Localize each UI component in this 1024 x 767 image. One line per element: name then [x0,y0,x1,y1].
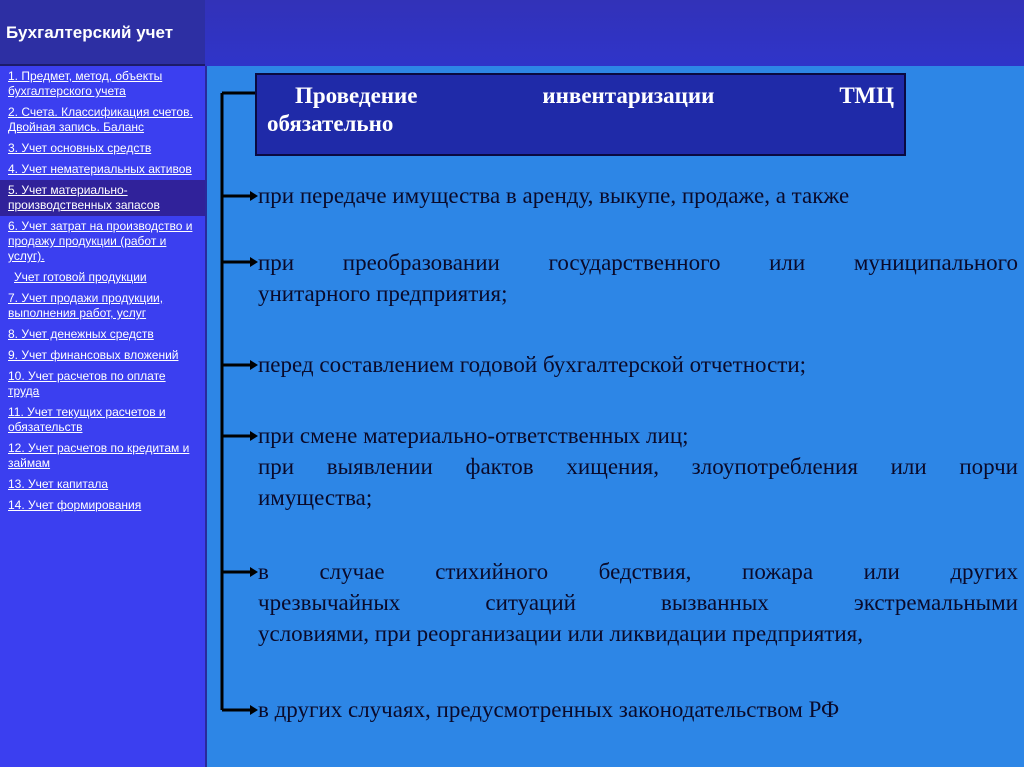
heading-line-2: обязательно [267,111,394,136]
item-text: перед составлением годовой бухгалтерской отчетности; [258,352,807,377]
list-item-transformation [258,247,1018,309]
list-item-emergency [258,556,1018,649]
sidebar-item-sales[interactable]: 7. Учет продажи продукции, выполнения работ, услуг [8,291,164,320]
item-text: в других случаях, предусмотренных законодательством РФ [258,697,840,722]
list-item-personnel-change [258,420,1018,513]
sidebar-item-investments[interactable]: 9. Учет финансовых вложений [8,348,179,362]
sidebar-item-inventory[interactable]: 5. Учет материально-производственных запасов [0,180,205,216]
sidebar-item-accounts[interactable]: 2. Счета. Классификация счетов. Двойная запись. Баланс [8,105,193,134]
heading-word-2: инвентаризации [542,83,715,108]
item-text: чрезвычайных ситуаций вызванных экстремальными [258,590,1018,615]
sidebar-item-payroll[interactable]: 10. Учет расчетов по оплате труда [8,369,166,398]
arrow-head-6 [250,705,258,715]
item-text: унитарного предприятия; [258,281,508,306]
sidebar-item-finished-goods[interactable]: Учет готовой продукции [14,270,147,284]
arrow-head-2 [250,257,258,267]
item-text: имущества; [258,485,373,510]
heading-word-1: Проведение [295,83,418,108]
heading-line-1 [267,83,894,109]
list-item-lease [258,180,1018,211]
sidebar-item-subject[interactable]: 1. Предмет, метод, объекты бухгалтерского учета [8,69,163,98]
sidebar-title: Бухгалтерский учет [0,0,205,66]
sidebar-item-capital[interactable]: 13. Учет капитала [8,477,109,491]
sidebar-item-intangible-assets[interactable]: 4. Учет нематериальных активов [8,162,192,176]
list-item-other [258,694,1018,725]
arrow-head-3 [250,360,258,370]
item-text: при выявлении фактов хищения, злоупотребления или порчи [258,454,1018,479]
item-text: условиями, при реорганизации или ликвидации предприятия, [258,621,863,646]
sidebar-item-current-liabilities[interactable]: 11. Учет текущих расчетов и обязательств [8,405,166,434]
item-text: при преобразовании государственного или муниципального [258,250,1018,275]
arrow-head-4 [250,431,258,441]
sidebar-item-fixed-assets[interactable]: 3. Учет основных средств [8,141,152,155]
sidebar-item-formation[interactable]: 14. Учет формирования [8,498,142,512]
item-text: при передаче имущества в аренду, выкупе, продаже, а также [258,183,850,208]
arrow-head-1 [250,191,258,201]
sidebar-item-loans[interactable]: 12. Учет расчетов по кредитам и займам [8,441,190,470]
item-text: при смене материально-ответственных лиц; [258,423,689,448]
arrow-head-5 [250,567,258,577]
heading-word-3: ТМЦ [839,83,894,108]
item-text: в случае стихийного бедствия, пожара или других [258,559,1018,584]
slide-heading [255,73,906,156]
sidebar-item-production-costs[interactable]: 6. Учет затрат на производство и продажу продукции (работ и услуг). [8,219,193,263]
sidebar-item-cash[interactable]: 8. Учет денежных средств [8,327,154,341]
list-item-annual-report [258,349,1018,380]
